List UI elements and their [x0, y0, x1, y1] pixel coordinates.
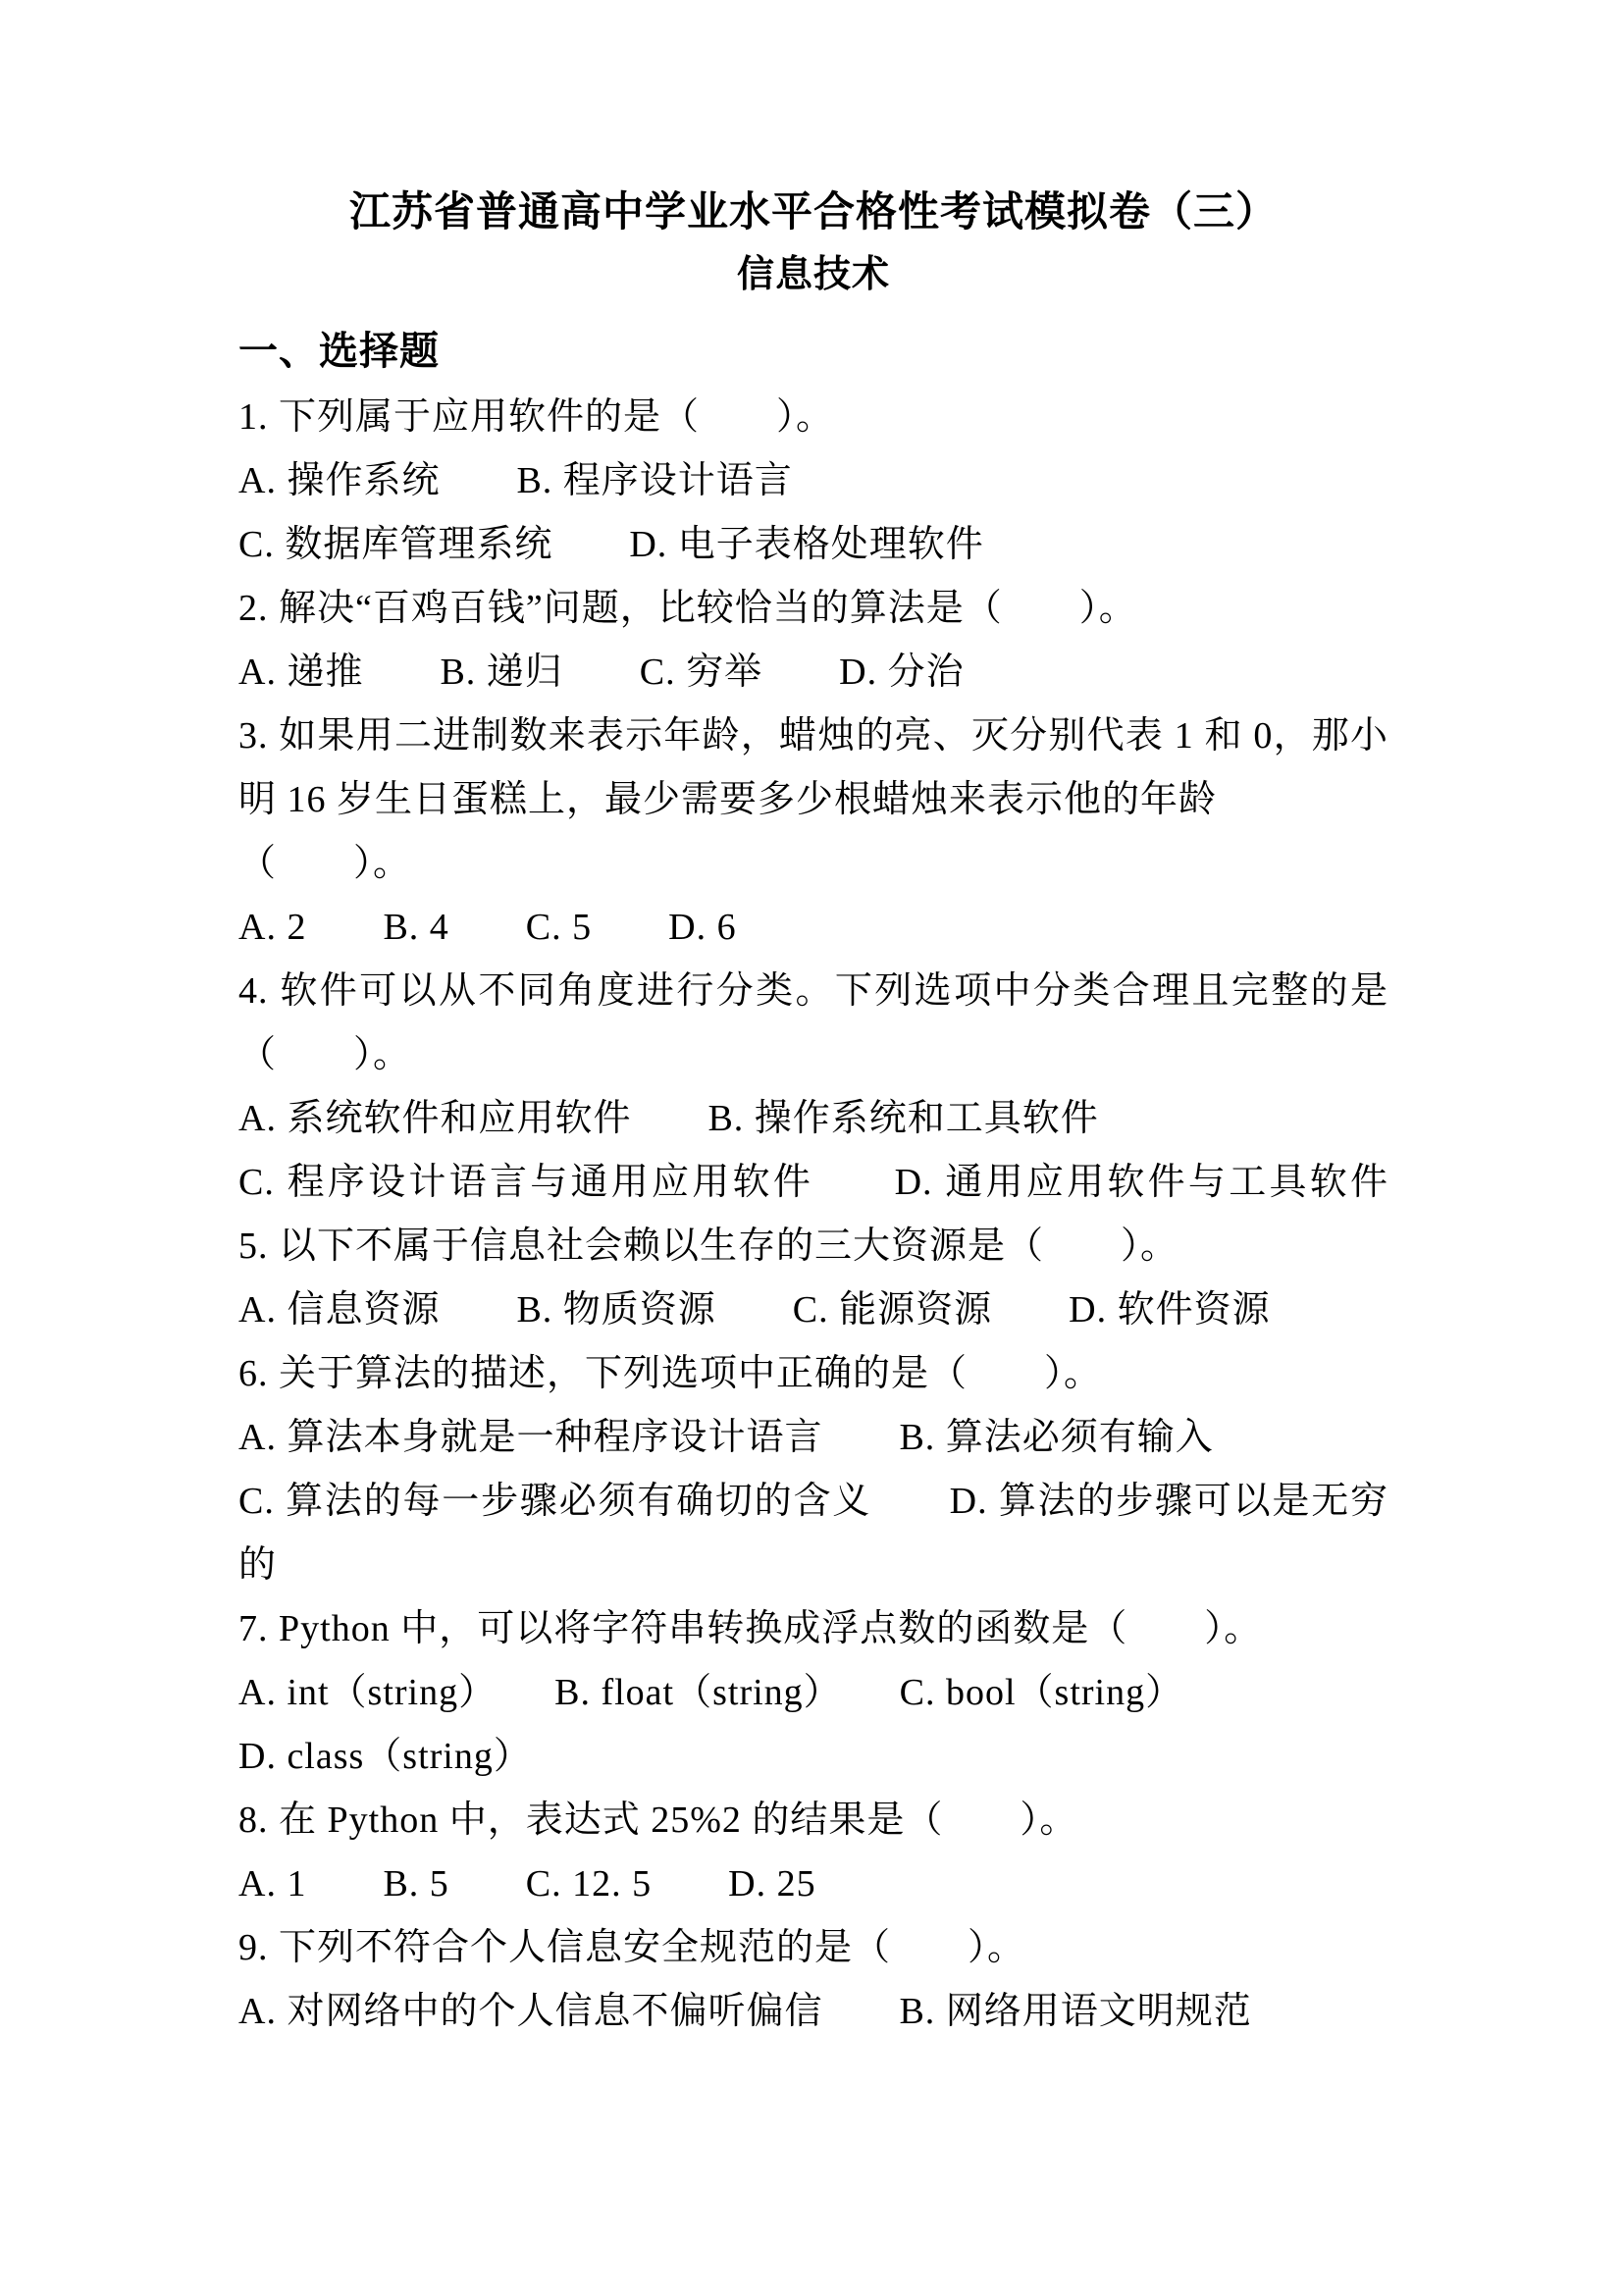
section-heading: 一、选择题 [238, 330, 440, 373]
question-3-options: A. 2 B. 4 C. 5 D. 6 [238, 907, 737, 948]
question-5: 5. 以下不属于信息社会赖以生存的三大资源是（ ）。 [238, 1226, 1179, 1267]
question-1-options-cd: C. 数据库管理系统 D. 电子表格处理软件 [238, 524, 984, 565]
question-2-options: A. 递推 B. 递归 C. 穷举 D. 分治 [238, 652, 965, 693]
question-4-options-cd: C. 程序设计语言与通用应用软件 D. 通用应用软件与工具软件 [238, 1162, 1388, 1203]
question-2: 2. 解决“百鸡百钱”问题，比较恰当的算法是（ ）。 [238, 588, 1137, 629]
question-1: 1. 下列属于应用软件的是（ ）。 [238, 396, 835, 438]
question-3-line-1: 3. 如果用二进制数来表示年龄，蜡烛的亮、灭分别代表 1 和 0，那小 [238, 715, 1388, 757]
question-7: 7. Python 中，可以将字符串转换成浮点数的函数是（ ）。 [238, 1608, 1263, 1649]
question-6-options-cd-line-2: 的 [238, 1544, 278, 1586]
question-7-option-d: D. class（string） [238, 1736, 532, 1777]
exam-title: 江苏省普通高中学业水平合格性考试模拟卷（三） [348, 188, 1278, 235]
question-4-line-1: 4. 软件可以从不同角度进行分类。下列选项中分类合理且完整的是 [238, 970, 1388, 1012]
question-6: 6. 关于算法的描述，下列选项中正确的是（ ）。 [238, 1353, 1103, 1394]
question-8-options: A. 1 B. 5 C. 12. 5 D. 25 [238, 1863, 816, 1905]
question-4-line-2: （ ）。 [238, 1034, 412, 1075]
question-9: 9. 下列不符合个人信息安全规范的是（ ）。 [238, 1927, 1026, 1968]
question-5-options: A. 信息资源 B. 物质资源 C. 能源资源 D. 软件资源 [238, 1289, 1271, 1331]
question-1-options-ab: A. 操作系统 B. 程序设计语言 [238, 460, 793, 501]
question-8: 8. 在 Python 中，表达式 25%2 的结果是（ ）。 [238, 1800, 1078, 1841]
question-6-options-ab: A. 算法本身就是一种程序设计语言 B. 算法必须有输入 [238, 1417, 1214, 1458]
question-7-options-abc: A. int（string） B. float（string） C. bool（string） [238, 1672, 1184, 1713]
question-6-options-cd-line-1: C. 算法的每一步骤必须有确切的含义 D. 算法的步骤可以是无穷 [238, 1481, 1388, 1522]
question-4-options-ab: A. 系统软件和应用软件 B. 操作系统和工具软件 [238, 1098, 1099, 1139]
question-9-options-ab: A. 对网络中的个人信息不偏听偏信 B. 网络用语文明规范 [238, 1991, 1252, 2032]
exam-subtitle: 信息技术 [736, 254, 890, 295]
question-3-line-2: 明 16 岁生日蛋糕上，最少需要多少根蜡烛来表示他的年龄（ ）。 [238, 779, 1218, 884]
